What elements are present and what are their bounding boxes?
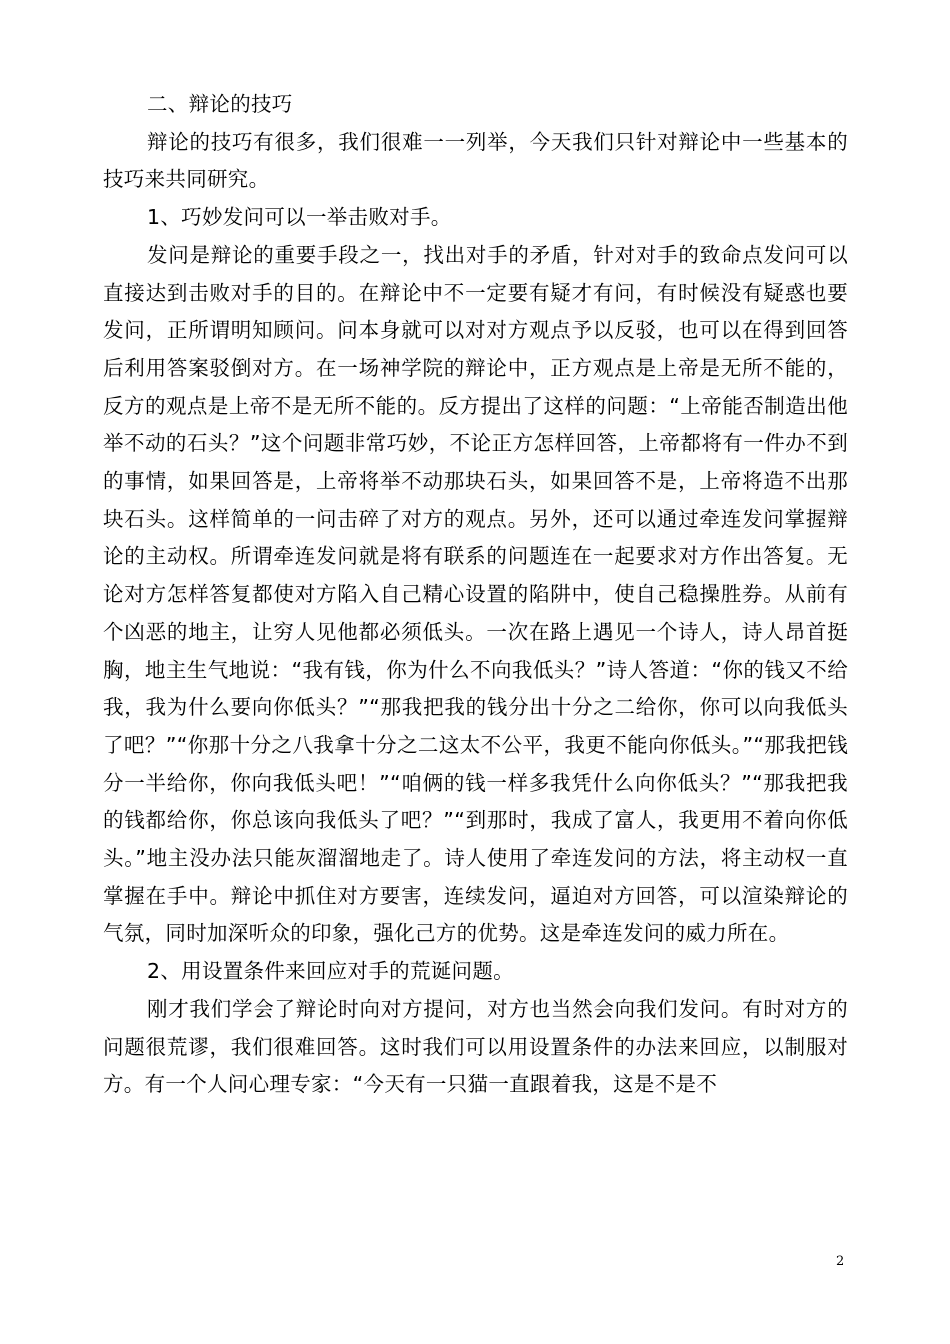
subsection-1-paragraph: 发问是辩论的重要手段之一，找出对手的矛盾，针对对手的致命点发问可以直接达到击败对手的目的。在辩论中不一定要有疑才有问，有时候没有疑惑也要发问，正所谓明知顾问。问本身就可以对对方观点予以反驳，也可以在得到回答后利用答案驳倒对方。在一场神学院的辩论中，正方观点是上帝是无所不能的，反方的观点是上帝不是无所不能的。反方提出了这样的问题：“上帝能否制造出他举不动的石头？”这个问题非常巧妙，不论正方怎样回答，上帝都将有一件办不到的事情，如果回答是，上帝将举不动那块石头，如果回答不是，上帝将造不出那块石头。这样简单的一问击碎了对方的观点。另外，还可以通过牵连发问掌握辩论的主动权。所谓牵连发问就是将有联系的问题连在一起要求对方作出答复。无论对方怎样答复都使对方陷入自己精心设置的陷阱中，使自己稳操胜券。从前有个凶恶的地主，让穷人见他都必须低头。一次在路上遇见一个诗人，诗人昂首挺胸，地主生气地说：“我有钱，你为什么不向我低头？”诗人答道：“你的钱又不给我，我为什么要向你低头？”“那我把我的钱分出十分之二给你，你可以向我低头了吧？”“你那十分之八我拿十分之二这太不公平，我更不能向你低头。”“那我把钱分一半给你，你向我低头吧！”“咱俩的钱一样多我凭什么向你低头？”“那我把我的钱都给你，你总该向我低头了吧？”“到那时，我成了富人，我更用不着向你低头。”地主没办法只能灰溜溜地走了。诗人使用了牵连发问的方法，将主动权一直掌握在手中。辩论中抓住对方要害，连续发问，逼迫对方回答，可以渲染辩论的气氛，同时加深听众的印象，强化己方的优势。这是牵连发问的威力所在。 (103, 242, 848, 946)
page-number: 2 (836, 1254, 845, 1269)
subsection-1-title: 1、巧妙发问可以一举击败对手。 (147, 205, 452, 230)
subsection-2-title: 2、用设置条件来回应对手的荒诞问题。 (147, 959, 514, 984)
page-content (103, 86, 848, 1104)
section-title: 二、辩论的技巧 (147, 92, 293, 116)
intro-paragraph: 辩论的技巧有很多，我们很难一一列举，今天我们只针对辩论中一些基本的技巧来共同研究。 (103, 129, 848, 192)
subsection-2-paragraph: 刚才我们学会了辩论时向对方提问，对方也当然会向我们发问。有时对方的问题很荒谬，我们很难回答。这时我们可以用设置条件的办法来回应，以制服对方。有一个人问心理专家：“今天有一只猫一直跟着我，这是不是不 (103, 996, 848, 1097)
